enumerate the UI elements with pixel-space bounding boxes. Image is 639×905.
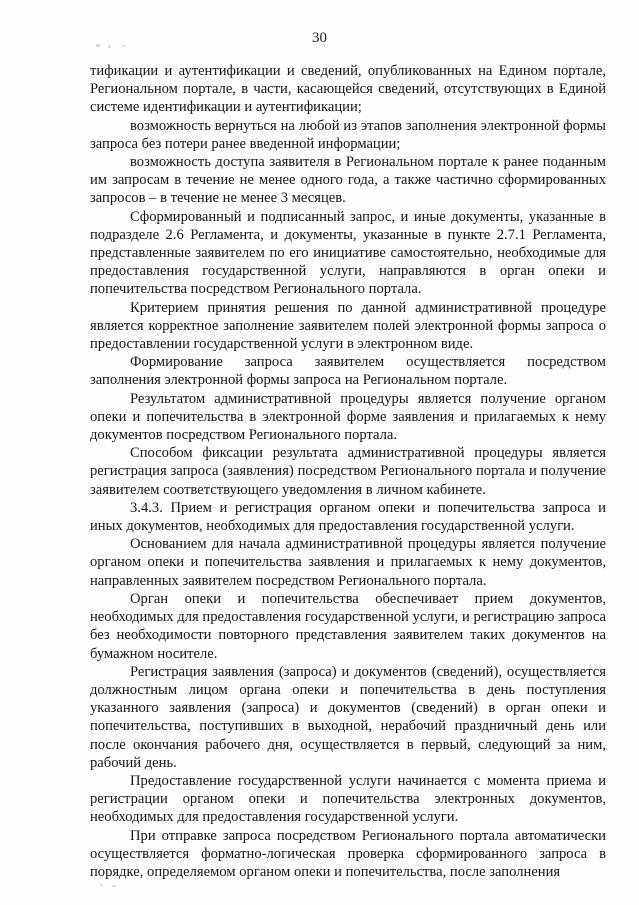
paragraph: Сформированный и подписанный запрос, и иные документы, указанные в подразделе 2.6 Регламента, и документы, указанные в пункте 2.7.1 Регламента, представленные заявителем по его инициативе самостоятельно, необходимые для предоставления государственной услуги, направляются в орган опеки и попечительства посредством Регионального портала. <box>90 208 606 298</box>
paragraph: возможность вернуться на любой из этапов заполнения электронной формы запроса без потери ранее введенной информации; <box>90 117 606 152</box>
scan-speck <box>112 885 116 887</box>
paragraph: Регистрация заявления (запроса) и документов (сведений), осуществляется должностным лицом органа опеки и попечительства в день поступления указанного заявления (запроса) и документов (сведений) в орган опеки и попечительства, поступивших в выходной, нерабочий праздничный день или после окончания рабочего дня, осуществляется в первый, следующий за ним, рабочий день. <box>90 663 606 771</box>
paragraph: Критерием принятия решения по данной административной процедуре является корректное заполнение заявителем полей электронной формы запроса о предоставлении государственной услуги в электронном виде. <box>90 299 606 353</box>
paragraph: При отправке запроса посредством Регионального портала автоматически осуществляется форматно-логическая проверка сформированного запроса в порядке, определяемом органом опеки и попечительства, после заполнения <box>90 827 606 880</box>
paragraph: Орган опеки и попечительства обеспечивает прием документов, необходимых для предоставления государственной услуги, и регистрацию запроса без необходимости повторного представления заявителем таких документов на бумажном носителе. <box>90 590 606 662</box>
paragraph: Способом фиксации результата административной процедуры является регистрация запроса (заявления) посредством Регионального портала и получение заявителем соответствующего уведомления в личном кабинете. <box>90 445 606 498</box>
paragraph: Предоставление государственной услуги начинается с момента приема и регистрации органом опеки и попечительства электронных документов, необходимых для предоставления государственной услуги. <box>90 772 606 826</box>
scan-speck <box>100 884 103 886</box>
paragraph: Основанием для начала административной процедуры является получение органом опеки и попечительства заявления и прилагаемых к нему документов, направленных заявителем посредством Регионального портала. <box>90 536 606 589</box>
paragraph: Формирование запроса заявителем осуществляется посредством заполнения электронной формы запроса на Региональном портале. <box>90 354 606 389</box>
paragraph: Результатом административной процедуры является получение органом опеки и попечительства в электронной форме заявления и прилагаемых к нему документов посредством Регионального портала. <box>90 390 606 444</box>
paragraph: 3.4.3. Прием и регистрация органом опеки и попечительства запроса и иных документов, необходимых для предоставления государственной услуги. <box>90 499 606 535</box>
paragraph: возможность доступа заявителя в Региональном портале к ранее поданным им запросам в течение не менее одного года, а также частично сформированных запросов – в течение не менее 3 месяцев. <box>90 154 606 207</box>
paragraph: тификации и аутентификации и сведений, опубликованных на Едином портале, Региональном портале, в части, касающейся сведений, отсутствующих в Единой системе идентификации и аутентификации; <box>90 63 606 116</box>
document-body <box>90 62 606 881</box>
page-number: 30 <box>312 30 327 46</box>
